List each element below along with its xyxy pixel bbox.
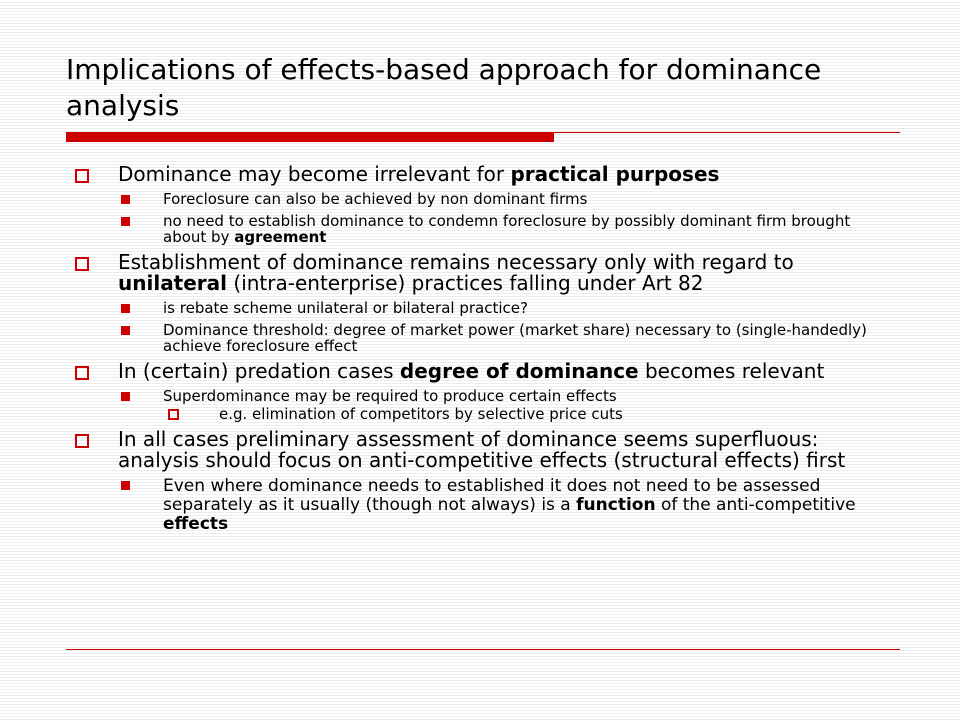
bullet-text: In (certain) predation cases degree of dominance becomes relevant [118, 359, 825, 383]
sub-bullet-text: Superdominance may be required to produce certain effects [163, 387, 617, 405]
hollow-square-bullet-icon [75, 169, 89, 183]
bullet-text: Dominance may become irrelevant for practical purposes [118, 162, 720, 186]
filled-square-bullet-icon [121, 195, 130, 204]
bullet-item [70, 252, 890, 294]
bullet-item [70, 164, 890, 185]
bullet-list [70, 164, 890, 534]
sub-bullet-item [70, 388, 890, 404]
footer-divider-line [66, 649, 900, 650]
bullet-item [70, 429, 890, 471]
sub-bullet-item [70, 213, 890, 245]
filled-square-bullet-icon [121, 217, 130, 226]
bullet-text: Establishment of dominance remains necessary only with regard to unilateral (intra-enterprise) practices falling under Art 82 [118, 250, 794, 295]
title-divider-line [554, 132, 900, 133]
bullet-item [70, 361, 890, 382]
filled-square-bullet-icon [121, 326, 130, 335]
hollow-square-bullet-icon [75, 434, 89, 448]
sub-sub-bullet-item [70, 406, 890, 422]
filled-square-bullet-icon [121, 392, 130, 401]
sub-bullet-text: is rebate scheme unilateral or bilateral practice? [163, 299, 528, 317]
filled-square-bullet-icon [121, 481, 130, 490]
sub-bullet-item [70, 191, 890, 207]
hollow-square-bullet-icon [168, 409, 179, 420]
hollow-square-bullet-icon [75, 366, 89, 380]
sub-bullet-item [70, 300, 890, 316]
sub-sub-bullet-text: e.g. elimination of competitors by selective price cuts [219, 405, 623, 423]
sub-bullet-text: Foreclosure can also be achieved by non dominant firms [163, 190, 588, 208]
title-accent-bar [66, 132, 554, 142]
sub-bullet-item [70, 477, 890, 534]
filled-square-bullet-icon [121, 304, 130, 313]
sub-bullet-item [70, 322, 890, 354]
bullet-text: In all cases preliminary assessment of dominance seems superfluous: analysis should focus on anti-competitive effects (structural effects) first [118, 427, 846, 472]
sub-bullet-text: Even where dominance needs to established it does not need to be assessed separately as it usually (though not always) is a function of the anti-competitive effects [163, 476, 856, 534]
sub-bullet-text: Dominance threshold: degree of market power (market share) necessary to (single-handedly) achieve foreclosure effect [163, 321, 867, 355]
hollow-square-bullet-icon [75, 257, 89, 271]
slide-title: Implications of effects-based approach for dominance analysis [66, 53, 822, 122]
sub-bullet-text: no need to establish dominance to condemn foreclosure by possibly dominant firm brought about by agreement [163, 212, 851, 246]
